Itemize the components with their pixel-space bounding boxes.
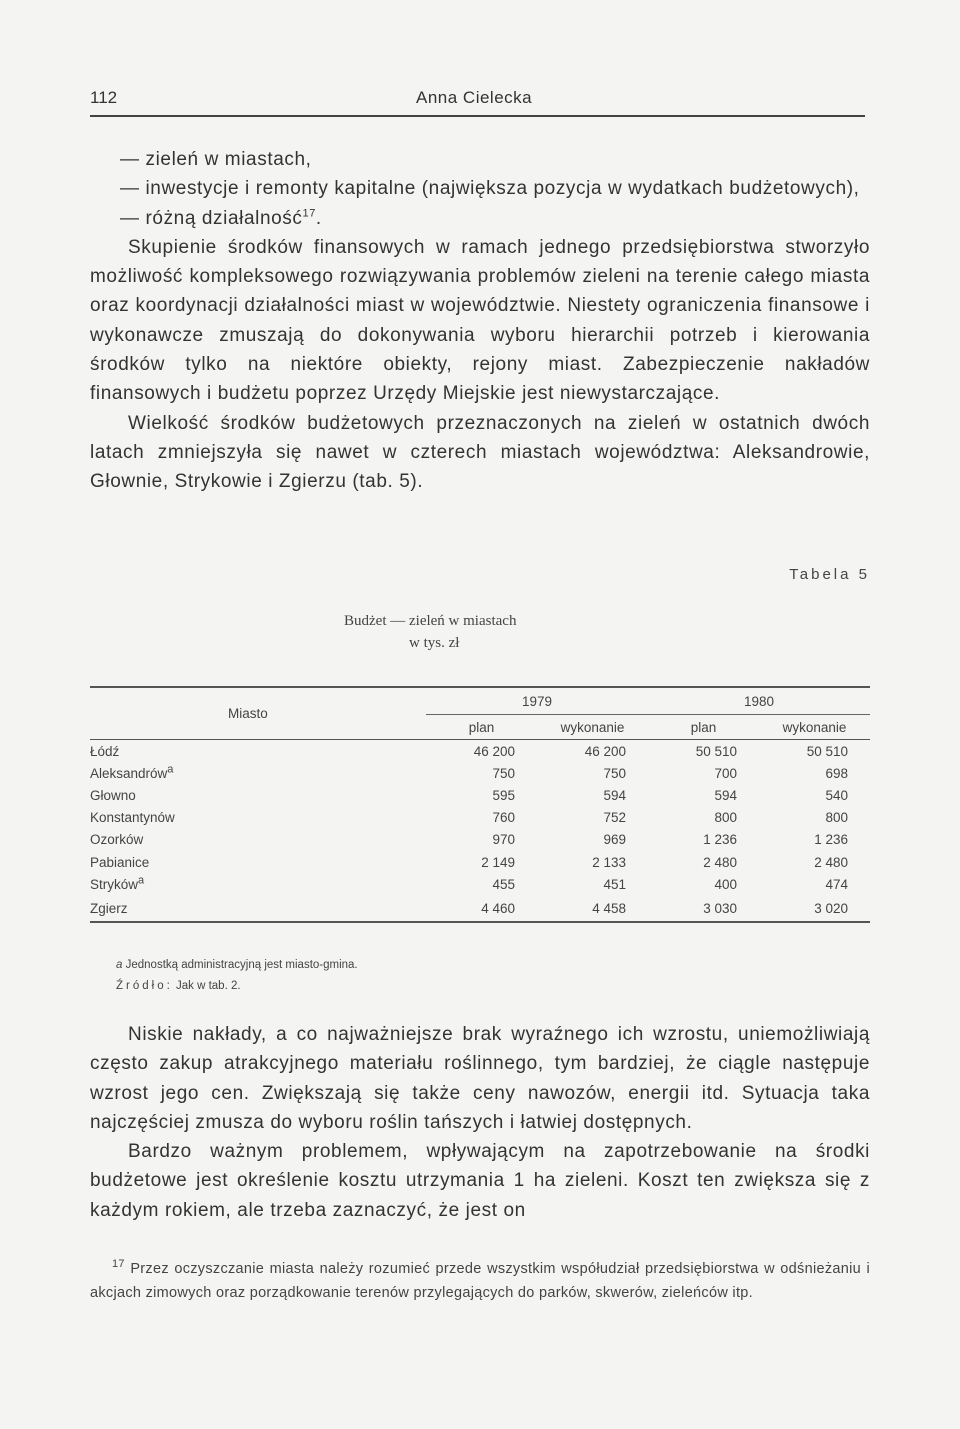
column-header-city: Miasto — [90, 687, 426, 740]
table-row — [90, 851, 870, 873]
table-cell-value: 800 — [714, 810, 737, 826]
table-cell-city: Łódź — [90, 743, 120, 759]
column-header: wykonanie — [537, 715, 648, 740]
table-cell-value: 400 — [714, 876, 737, 892]
table-cell-value: 540 — [825, 787, 848, 803]
table-cell-value: 3 030 — [648, 895, 759, 922]
footnote-number: 17 — [112, 1258, 125, 1271]
table-cell-city: Pabianice — [90, 854, 150, 870]
table-cell-value: 700 — [714, 765, 737, 781]
table-cell-value: 594 — [603, 787, 626, 803]
table-note: a Jednostką administracyjną jest miasto-gmina. — [116, 959, 358, 971]
paragraph: Skupienie środków finansowych w ramach jednego przedsiębiorstwa stworzyło możliwość kompleksowego rozwiązywania problemów zieleni na terenie całego miasta oraz koordynacji działalności miast w województwie. Niestety ograniczenia finansowe i wykonawcze zmuszają do dokonywania wyboru hierarchii potrzeb i kierowania środków tylko na niektóre obiekty, rejony miast. Zabezpieczenie nakładów finansowych i budżetu poprzez Urzędy Miejskie jest niewystarczające. — [90, 236, 870, 405]
column-header: plan — [426, 715, 537, 740]
table-cell-value: 50 510 — [695, 743, 737, 759]
column-header: wykonanie — [759, 715, 870, 740]
table-row — [90, 873, 870, 895]
table-cell-value: 1 236 — [814, 832, 848, 848]
column-header-year: 1980 — [648, 687, 870, 715]
running-header — [90, 88, 870, 114]
table-cell-value: 451 — [603, 876, 626, 892]
table-cell-value: 50 510 — [806, 743, 848, 759]
table-cell-city: Głowno — [90, 787, 136, 803]
table-cell-value: 750 — [492, 765, 515, 781]
paragraph: Bardzo ważnym problemem, wpływającym na zapotrzebowanie na środki budżetowe jest określenie kosztu utrzymania 1 ha zieleni. Koszt ten zwiększa się z każdym rokiem, ale trzeba zaznaczyć, że jest on — [90, 1141, 870, 1221]
table-label: Tabela 5 — [789, 566, 870, 583]
column-header-year: 1979 — [426, 687, 648, 715]
table-cell-value: 594 — [714, 787, 737, 803]
table-cell-value: 455 — [492, 876, 515, 892]
table-cell-value: 46 200 — [473, 743, 515, 759]
table-source: Źródło: Jak w tab. 2. — [116, 980, 241, 992]
table-body — [90, 740, 870, 923]
list-item: — inwestycje i remonty kapitalne (największa pozycja w wydatkach budżetowych), — [120, 178, 860, 200]
table-cell-value: 2 480 — [814, 854, 848, 870]
table-cell-city: Aleksandrów$^a$ — [90, 763, 174, 781]
table-cell-value: 1 236 — [703, 832, 737, 848]
table-cell-city: Stryków$^a$ — [90, 874, 145, 892]
table-cell-value: 760 — [492, 810, 515, 826]
table-cell-value: 4 460 — [426, 895, 537, 922]
table-cell-value: 595 — [492, 787, 515, 803]
table-row — [90, 762, 870, 784]
table-row — [90, 829, 870, 851]
running-header-author: Anna Cielecka — [416, 88, 533, 107]
table-notes — [116, 955, 716, 997]
table-cell-value: 2 149 — [481, 854, 515, 870]
table-title-line: Budżet — zieleń w miastach — [344, 613, 517, 629]
table-cell-value: 3 020 — [759, 895, 870, 922]
list-item: — zieleń w miastach, — [120, 149, 312, 170]
table-cell-value: 970 — [492, 832, 515, 848]
header-rule — [90, 115, 865, 117]
footnote-ref: 17 — [302, 207, 316, 220]
table-row — [90, 807, 870, 829]
paragraph: Niskie nakłady, a co najważniejsze brak wyraźnego ich wzrostu, uniemożliwiają często zakup atrakcyjnego materiału roślinnego, tym bardziej, że ciągle następuje wzrost jego cen. Zwiększają się także ceny nawozów, energii itd. Sytuacja taka najczęściej zmusza do wyboru roślin tańszych i łatwiej dostępnych. — [90, 1024, 870, 1133]
table-title — [344, 610, 644, 654]
table-row — [90, 740, 870, 763]
table-cell-value: 750 — [603, 765, 626, 781]
body-text-bottom — [90, 1020, 870, 1225]
table-cell-value: 2 480 — [703, 854, 737, 870]
budget-table — [90, 686, 870, 923]
column-header: plan — [648, 715, 759, 740]
table-cell-city: Konstantynów — [90, 810, 175, 826]
paragraph: Wielkość środków budżetowych przeznaczonych na zieleń w ostatnich dwóch latach zmniejszyła się nawet w czterech miastach województwa: Aleksandrowie, Głownie, Strykowie i Zgierzu (tab. 5). — [90, 412, 870, 493]
table-cell-value: 800 — [825, 810, 848, 826]
footnote — [90, 1258, 870, 1305]
table-title-unit: w tys. zł — [409, 635, 460, 651]
list-item: — różną działalność$^{17}$. — [120, 207, 322, 229]
table-cell-value: 2 133 — [592, 854, 626, 870]
table-cell-value: 46 200 — [584, 743, 626, 759]
table-cell-city: Zgierz — [90, 895, 426, 922]
page-number: 112 — [90, 88, 118, 107]
table-cell-value: 4 458 — [537, 895, 648, 922]
footnote-text: Przez oczyszczanie miasta należy rozumieć przede wszystkim współudział przedsiębiorstwa w odśnieżaniu i akcjach zimowych oraz porządkowanie terenów przylegających do parków, skwerów, zieleńców itp. — [90, 1261, 870, 1301]
table-cell-value: 752 — [603, 810, 626, 826]
table-cell-city: Ozorków — [90, 832, 144, 848]
table-cell-value: 969 — [603, 832, 626, 848]
body-text-top — [90, 145, 870, 497]
table-row — [90, 784, 870, 806]
table-cell-value: 474 — [825, 876, 848, 892]
table-row — [90, 895, 870, 922]
table-cell-value: 698 — [825, 765, 848, 781]
